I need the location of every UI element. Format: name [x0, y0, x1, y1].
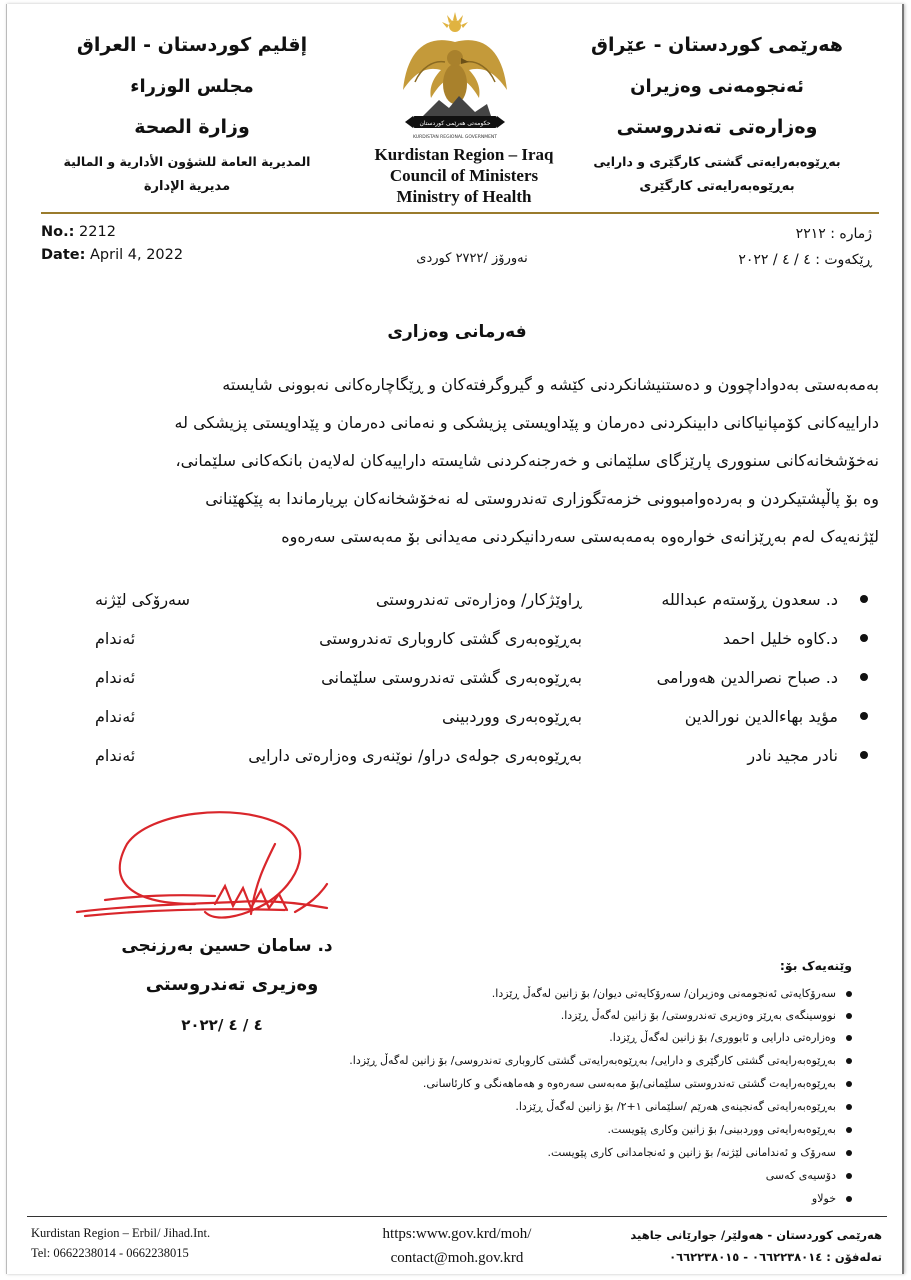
header-kurdish-directorate: بەڕێوەبەرایەتی گشتی کارگێری و دارایی — [593, 154, 841, 169]
date-label: Date: — [41, 247, 86, 263]
emblem-caption: KURDISTAN REGIONAL GOVERNMENT — [412, 135, 498, 140]
bullet-icon — [860, 673, 868, 681]
committee-member — [47, 629, 872, 659]
bullet-icon — [860, 595, 868, 603]
kurdish-date: ڕێکەوت : ٤ / ٤ / ٢٠٢٢ — [738, 252, 872, 268]
emblem-banner-text: حکومەتی هەرێمی کوردستان — [419, 120, 491, 127]
member-name: نادر مجید نادر — [747, 746, 838, 765]
cc-item-text: دۆسیەی کەسی — [765, 1169, 836, 1182]
kurdish-number: ژمارە : ٢٢١٢ — [795, 226, 872, 242]
member-role: ئەندام — [95, 668, 136, 687]
member-name: د.کاوە خلیل احمد — [722, 629, 838, 648]
member-role: ئەندام — [95, 707, 136, 726]
cc-item — [609, 1031, 852, 1044]
paragraph-line: لێژنەیەک لەم بەڕێزانەی خوارەوە بەمەبەستی سەردانیکردنی مەیدانی بۆ مەبەستی سەرەوە — [281, 527, 879, 546]
date-value: April 4, 2022 — [90, 247, 184, 263]
member-name: د. صباح نصرالدین هەورامی — [656, 668, 838, 687]
header-arabic-ministry: وزارة الصحة — [134, 116, 250, 138]
cc-item — [561, 1009, 852, 1022]
member-position: بەڕێوەبەری گشتی تەندروستی سلێمانی — [321, 668, 582, 687]
cc-item-text: خولاو — [811, 1192, 836, 1205]
document-date — [41, 247, 183, 263]
footer-address-en: Kurdistan Region – Erbil/ Jihad.Int. — [31, 1226, 211, 1240]
committee-member — [47, 707, 872, 737]
cc-item-text: سەرۆکایەتی ئەنجومەنی وەزیران/ سەرۆکایەتی دیوان/ بۆ زانین لەگەڵ ڕێزدا. — [491, 987, 836, 1000]
footer-website[interactable]: https:www.gov.krd/moh/ — [382, 1226, 532, 1242]
cc-item — [515, 1100, 852, 1113]
bullet-icon — [846, 1035, 852, 1041]
number-value: 2212 — [79, 224, 116, 240]
document-page — [6, 4, 904, 1274]
handwritten-signature — [65, 804, 345, 944]
footer-address-ku: هەرێمی کوردستان - هەولێر/ جوارێانی جاهید — [630, 1228, 882, 1242]
bullet-icon — [846, 1150, 852, 1156]
signature-date: ٤ / ٤ /٢٠٢٢ — [181, 1016, 263, 1034]
cc-item-text: نووسینگەی بەڕێز وەزیری تەندروستی/ بۆ زانین لەگەڵ ڕێزدا. — [560, 1009, 836, 1022]
cc-item — [607, 1123, 852, 1136]
header-arabic-region: إقليم كوردستان - العراق — [76, 34, 308, 56]
paragraph-line: داراییەکانی کۆمپانیاکانی دابینکردنی دەرمان و پێداویستی پزیشکی و نەمانی دەرمان و پێداویستی پزیشکی لە — [174, 413, 879, 432]
header-english-ministry: Ministry of Health — [396, 187, 532, 206]
footer-email[interactable]: contact@moh.gov.krd — [390, 1250, 524, 1266]
footer-phone-en: Tel: 0662238014 - 0662238015 — [31, 1246, 189, 1260]
member-position: بەڕێوەبەری ووردبینی — [441, 707, 582, 726]
cc-item — [812, 1192, 852, 1205]
footer-divider — [27, 1216, 887, 1217]
cc-item-text: بەڕێوەبەرایەت گشتی تەندروستی سلێمانی/بۆ مەبەسی سەرەوە و هەماهەنگی و کارئاسانی. — [422, 1077, 836, 1090]
committee-member — [47, 590, 872, 620]
bullet-icon — [846, 1127, 852, 1133]
signatory-name: د. سامان حسین بەرزنجی — [121, 936, 333, 956]
cc-item-text: سەرۆک و ئەندامانی لێژنە/ بۆ زانین و ئەنجامدانی کاری پێویست. — [547, 1146, 836, 1159]
header-arabic-directorate: المديرية العامة للشؤون الأدارية و المالية — [63, 154, 311, 169]
cc-item — [492, 987, 852, 1000]
cc-item — [349, 1054, 852, 1067]
bullet-icon — [846, 1104, 852, 1110]
member-role: سەرۆکی لێژنە — [95, 590, 191, 609]
eagle-emblem-icon — [385, 12, 525, 144]
paragraph-line: بەمەبەستی بەدواداچوون و دەستنیشانکردنی کێشە و گیروگرفتەکان و ڕێگاچارەکانی نەبوونی شایستە — [222, 375, 879, 394]
header-kurdish-council: ئەنجومەنی وەزیران — [630, 76, 804, 97]
cc-item-text: بەڕێوەبەرایەتی ووردبینی/ بۆ زانین وکاری پێویست. — [607, 1123, 836, 1136]
committee-member — [47, 746, 872, 776]
bullet-icon — [860, 712, 868, 720]
krg-emblem — [385, 12, 525, 144]
member-role: ئەندام — [95, 746, 136, 765]
footer-phone-ku: تەلەفۆن : ٠٦٦٢٢٣٨٠١٤ - ٠٦٦٢٢٣٨٠١٥ — [669, 1250, 882, 1264]
bullet-icon — [846, 991, 852, 997]
member-position: بەڕێوەبەری گشتی کاروباری تەندروستی — [319, 629, 582, 648]
cc-heading: وێنەیەک بۆ: — [779, 958, 852, 973]
cc-item — [548, 1146, 852, 1159]
member-name: د. سعدون ڕۆستەم عبدالله — [661, 590, 838, 609]
header-english-council: Council of Ministers — [389, 166, 539, 185]
paragraph-line: وە بۆ پاڵپشتیکردن و بەردەوامبوونی خزمەتگوزاری تەندروستی لە نەخۆشخانەکان بڕیارماندا بە پێکهێنانی — [205, 489, 879, 508]
bullet-icon — [846, 1013, 852, 1019]
bullet-icon — [846, 1173, 852, 1179]
bullet-icon — [860, 634, 868, 642]
header-kurdish-ministry: وەزارەتی تەندروستی — [616, 116, 818, 138]
signature-scribble-icon — [65, 804, 345, 944]
header-divider — [41, 212, 879, 214]
bullet-icon — [846, 1058, 852, 1064]
kurdish-calendar-date: نەورۆز /٢٧٢٢ کوردی — [416, 251, 528, 266]
order-title: فەرمانی وەزاری — [387, 322, 527, 342]
member-position: ڕاوێژکار/ وەزارەتی تەندروستی — [375, 590, 582, 609]
signatory-title: وەزیری تەندروستی — [145, 974, 319, 995]
header-arabic-department: مديرية الإدارة — [143, 179, 231, 194]
cc-item-text: بەڕێوەبەرایەتی گشتی کارگێری و دارایی/ بەڕێوەبەرایەتی گشتی کاروباری تەندروسی/ بۆ زانین لەگەڵ ڕێزدا. — [349, 1054, 836, 1067]
cc-item — [766, 1169, 852, 1182]
bullet-icon — [860, 751, 868, 759]
member-position: بەڕێوەبەری جولەی دراو/ نوێنەری وەزارەتی دارایی — [248, 746, 582, 765]
header-arabic-council: مجلس الوزراء — [130, 76, 254, 97]
cc-item-text: وەزارەتی دارایی و ئابووری/ بۆ زانین لەگەڵ ڕێزدا. — [609, 1031, 836, 1044]
document-number — [41, 224, 116, 240]
bullet-icon — [846, 1196, 852, 1202]
cc-item — [423, 1077, 852, 1090]
cc-item-text: بەڕێوەبەرایەتی گەنجینەی هەرێم /سلێمانی ١+٢/ بۆ زانین لەگەڵ ڕێزدا. — [515, 1100, 836, 1113]
committee-member — [47, 668, 872, 698]
bullet-icon — [846, 1081, 852, 1087]
number-label: No.: — [41, 224, 75, 240]
header-kurdish-department: بەڕێوەبەرایەتی کارگێری — [639, 179, 795, 194]
member-name: مؤید بهاءالدین نورالدین — [684, 707, 838, 726]
header-kurdish-region: هەرێمی کوردستان - عێراق — [591, 34, 843, 56]
member-role: ئەندام — [95, 629, 136, 648]
header-english-region: Kurdistan Region – Iraq — [374, 145, 554, 164]
paragraph-line: نەخۆشخانەکانی سنووری پارێزگای سلێمانی و خەرجنەکردنی شایستە داراییەکان لەلایەن بانکەکانی سلێمانی، — [175, 451, 879, 470]
